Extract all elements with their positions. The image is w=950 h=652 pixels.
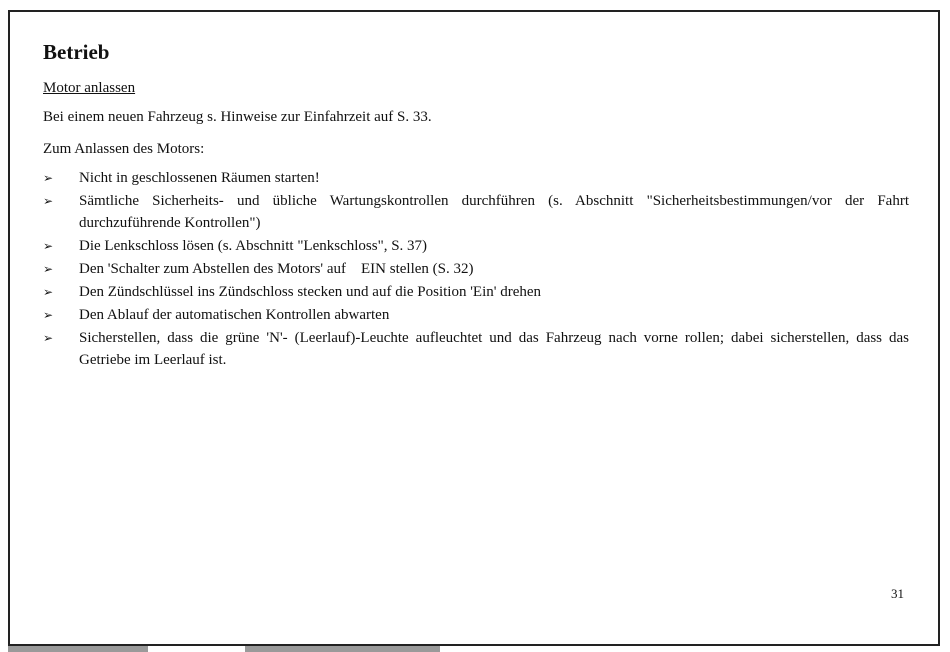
instructions-lead: Zum Anlassen des Motors: <box>43 141 205 157</box>
list-item <box>43 190 909 234</box>
list-item-text: Den Ablauf der automatischen Kontrollen abwarten <box>79 307 390 323</box>
arrowhead-bullet-icon: ➢ <box>43 331 54 345</box>
page-frame <box>8 10 940 646</box>
list-item <box>43 304 909 326</box>
arrowhead-bullet-icon: ➢ <box>43 194 54 208</box>
list-item <box>43 327 909 371</box>
bottom-bar-right <box>245 646 440 652</box>
list-item-text: Nicht in geschlossenen Räumen starten! <box>79 170 320 186</box>
arrowhead-bullet-icon: ➢ <box>43 262 54 276</box>
list-item <box>43 235 909 257</box>
section-heading: Motor anlassen <box>43 80 136 96</box>
list-item-text: Den 'Schalter zum Abstellen des Motors' auf EIN stellen (S. 32) <box>79 261 474 277</box>
bottom-bar-left <box>8 646 148 652</box>
arrowhead-bullet-icon: ➢ <box>43 239 54 253</box>
page-title: Betrieb <box>43 40 110 64</box>
list-item <box>43 258 909 280</box>
arrowhead-bullet-icon: ➢ <box>43 285 54 299</box>
list-item-text: Die Lenkschloss lösen (s. Abschnitt "Lenkschloss", S. 37) <box>79 238 428 254</box>
intro-paragraph: Bei einem neuen Fahrzeug s. Hinweise zur Einfahrzeit auf S. 33. <box>43 109 432 125</box>
list-item-text: Den Zündschlüssel ins Zündschloss stecken und auf die Position 'Ein' drehen <box>79 284 542 300</box>
list-item-text: Sicherstellen, dass die grüne 'N'- (Leerlauf)-Leuchte aufleuchtet und das Fahrzeug nach vorne rollen; dabei sicherstellen, dass das Getriebe im Leerlauf ist. <box>79 330 909 368</box>
list-item <box>43 167 909 189</box>
page-number: 31 <box>891 586 904 601</box>
arrowhead-bullet-icon: ➢ <box>43 308 54 322</box>
arrowhead-bullet-icon: ➢ <box>43 171 54 185</box>
list-item-text: Sämtliche Sicherheits- und übliche Wartungskontrollen durchführen (s. Abschnitt "Sicherheitsbestimmungen/vor der Fahrt durchzuführende Kontrollen") <box>79 193 909 231</box>
list-item <box>43 281 909 303</box>
instruction-list <box>43 167 909 371</box>
page-content <box>43 39 909 372</box>
